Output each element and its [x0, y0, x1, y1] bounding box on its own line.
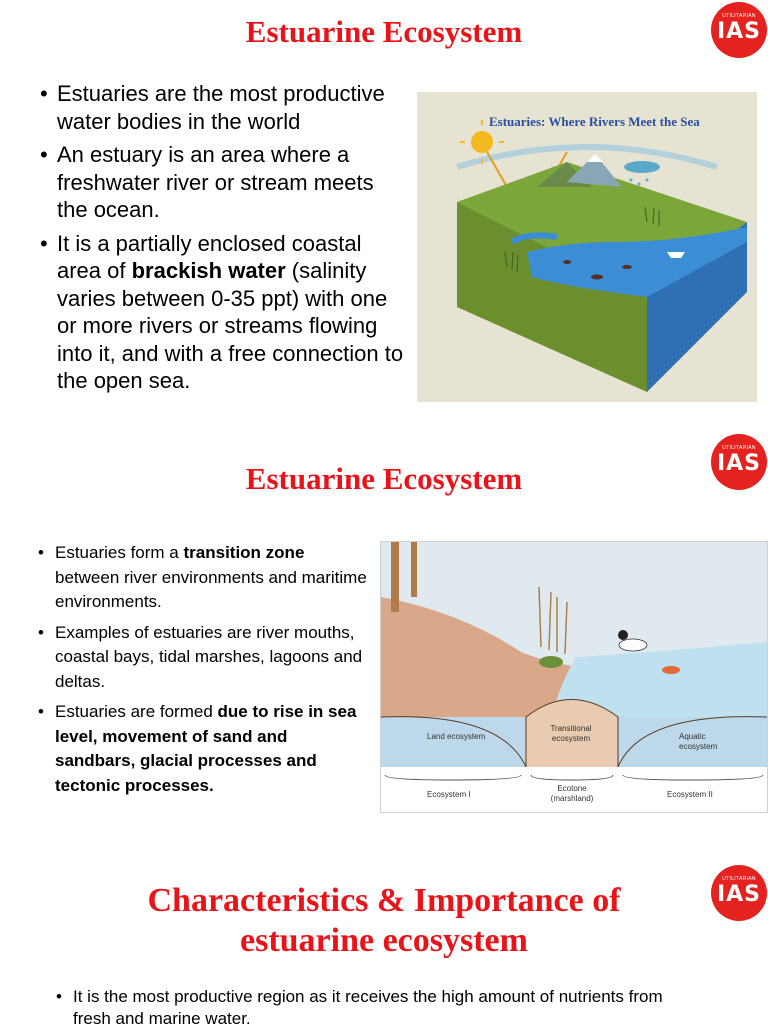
bullet-item	[38, 700, 368, 798]
bullet-text: Estuaries form a	[55, 543, 184, 562]
bullet-item	[40, 230, 410, 395]
slide-3	[0, 855, 768, 1028]
logo-small-text: UTILITARIAN	[722, 876, 756, 882]
label-land-ecosystem: Land ecosystem	[427, 732, 486, 741]
fish-icon	[662, 666, 680, 674]
label-aquatic-ecosystem: Aquatic ecosystem	[679, 732, 718, 751]
logo-text: IAS	[716, 19, 762, 44]
slide-2	[0, 425, 768, 845]
slide-3-title	[0, 881, 768, 961]
estuary-block-diagram	[417, 92, 757, 402]
label-ecosystem-1: Ecosystem I	[427, 790, 471, 799]
bullet-text: Estuaries are the most productive water bodies in the world	[57, 81, 385, 134]
bullet-item	[38, 541, 368, 615]
slide-3-bullet-list	[56, 986, 696, 1036]
bullet-text: Estuaries are formed	[55, 702, 218, 721]
utilitarian-ias-logo	[711, 434, 767, 490]
logo-text: IAS	[716, 882, 762, 907]
utilitarian-ias-logo	[711, 2, 767, 58]
sun-icon	[471, 131, 493, 153]
bullet-bold-text: brackish water	[131, 258, 286, 283]
bullet-item	[40, 80, 410, 135]
bullet-item	[38, 621, 368, 695]
logo-small-text: UTILITARIAN	[722, 445, 756, 451]
logo-small-text: UTILITARIAN	[722, 13, 756, 19]
logo-text: IAS	[716, 451, 762, 476]
slide-1-title: Estuarine Ecosystem	[245, 14, 523, 49]
estuary-figure-title: Estuaries: Where Rivers Meet the Sea	[489, 114, 700, 129]
turtle-icon	[539, 656, 563, 668]
slide-3-title-line-1: Characteristics & Importance of	[147, 882, 621, 919]
slide-2-title: Estuarine Ecosystem	[245, 461, 523, 496]
slide-1-bullet-list	[40, 80, 410, 401]
label-ecotone: Ecotone (marshland)	[550, 784, 594, 803]
label-ecosystem-2: Ecosystem II	[667, 790, 713, 799]
slide-3-title-line-2: estuarine ecosystem	[240, 922, 528, 959]
bullet-text: (salinity varies between 0-35 ppt) with one or more rivers or streams flowing into it, and with a free connection to the open sea.	[57, 258, 404, 393]
estuary-illustration	[417, 92, 757, 402]
bullet-bold-text: transition zone	[183, 543, 305, 562]
bullet-text: between river environments and maritime environments.	[55, 567, 367, 611]
bullet-text: Examples of estuaries are river mouths, coastal bays, tidal marshes, lagoons and deltas.	[55, 622, 363, 691]
bullet-text: It is the most productive region as it receives the high amount of nutrients from fresh and marine water.	[73, 987, 663, 1028]
slide-2-bullet-list	[38, 541, 368, 804]
bullet-text: An estuary is an area where a freshwater river or stream meets the ocean.	[57, 142, 374, 222]
bullet-text: It is a partially enclosed coastal area of	[57, 230, 362, 283]
bullet-item	[40, 141, 410, 224]
bullet-item	[56, 986, 696, 1030]
label-transitional-ecosystem: Transitional ecosystem	[550, 724, 592, 743]
bullet-bold-text: due to rise in sea level, movement of sand and sandbars, glacial processes and tectonic processes.	[55, 702, 357, 795]
utilitarian-ias-logo	[711, 865, 767, 921]
cloud-icon	[624, 161, 660, 173]
slide-1	[0, 0, 768, 420]
ecotone-diagram	[380, 541, 768, 813]
